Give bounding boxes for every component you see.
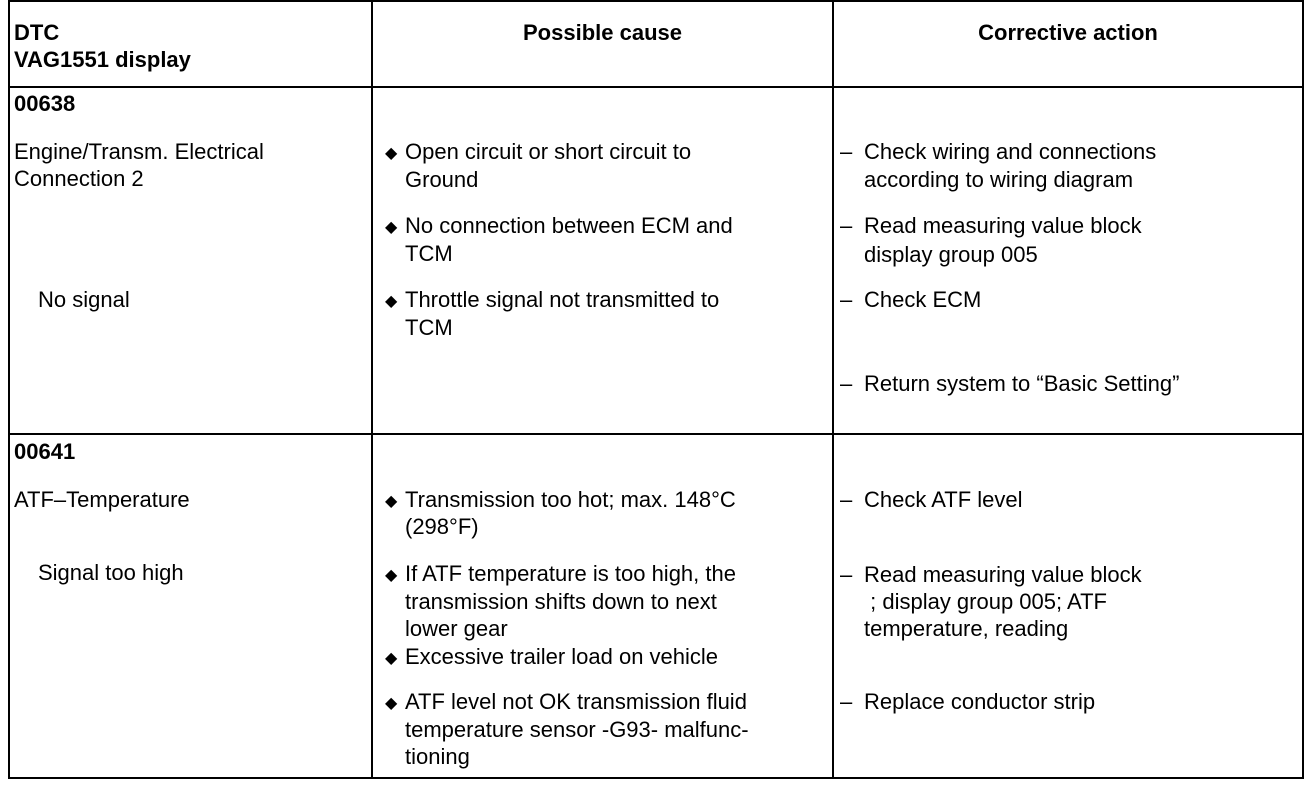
dash-icon: – [840, 487, 853, 512]
dtc-component: Connection 2 [14, 166, 144, 191]
dtc-symptom: No signal [38, 287, 130, 312]
dtc-code: 00638 [14, 91, 76, 116]
dash-icon: – [840, 139, 853, 164]
cause-text: temperature sensor -G93- malfunc- [405, 717, 749, 742]
action-text: according to wiring diagram [864, 167, 1134, 192]
header-dtc-line2: VAG1551 display [14, 47, 191, 72]
bullet-icon: ◆ [385, 293, 398, 310]
bullet-icon: ◆ [385, 493, 398, 510]
col-divider-1 [371, 0, 373, 779]
bullet-icon: ◆ [385, 650, 398, 667]
dtc-code: 00641 [14, 439, 76, 464]
cause-text: transmission shifts down to next [405, 589, 717, 614]
header-bottom-border [8, 86, 1304, 88]
bullet-icon: ◆ [385, 695, 398, 712]
bullet-icon: ◆ [385, 219, 398, 236]
cause-text: ATF level not OK transmission fluid [405, 689, 747, 714]
cause-text: Transmission too hot; max. 148°C [405, 487, 736, 512]
action-text: Read measuring value block [864, 213, 1142, 238]
action-text: display group 005 [864, 242, 1038, 267]
table-left-border [8, 0, 10, 779]
bullet-icon: ◆ [385, 145, 398, 162]
dash-icon: – [840, 689, 853, 714]
cause-text: lower gear [405, 616, 508, 641]
header-possible-cause: Possible cause [523, 20, 682, 45]
action-text: Check ATF level [864, 487, 1023, 512]
header-dtc-line1: DTC [14, 20, 60, 45]
bullet-icon: ◆ [385, 567, 398, 584]
cause-text: Ground [405, 167, 479, 192]
action-text: ; display group 005; ATF [864, 589, 1107, 614]
cause-text: Open circuit or short circuit to [405, 139, 692, 164]
action-text: Read measuring value block [864, 562, 1142, 587]
cause-text: tioning [405, 744, 470, 769]
col-divider-2 [832, 0, 834, 779]
action-text: Check wiring and connections [864, 139, 1157, 164]
cause-text: (298°F) [405, 514, 479, 539]
cause-text: If ATF temperature is too high, the [405, 561, 736, 586]
table-top-border [8, 0, 1304, 2]
action-text: temperature, reading [864, 616, 1069, 641]
cause-text: TCM [405, 241, 453, 266]
cause-text: No connection between ECM and [405, 213, 733, 238]
dash-icon: – [840, 562, 853, 587]
cause-text: TCM [405, 315, 453, 340]
action-text: Return system to “Basic Setting” [864, 371, 1180, 396]
dash-icon: – [840, 287, 853, 312]
action-text: Check ECM [864, 287, 982, 312]
dash-icon: – [840, 213, 853, 238]
table-right-border [1302, 0, 1304, 779]
cause-text: Throttle signal not transmitted to [405, 287, 720, 312]
cause-text: Excessive trailer load on vehicle [405, 644, 719, 669]
action-text: Replace conductor strip [864, 689, 1096, 714]
dash-icon: – [840, 371, 853, 396]
row1-bottom-border [8, 433, 1304, 435]
table-bottom-border [8, 777, 1304, 779]
dtc-component: ATF–Temperature [14, 487, 190, 512]
dtc-symptom: Signal too high [38, 560, 184, 585]
header-corrective-action: Corrective action [978, 20, 1158, 45]
dtc-component: Engine/Transm. Electrical [14, 139, 264, 164]
